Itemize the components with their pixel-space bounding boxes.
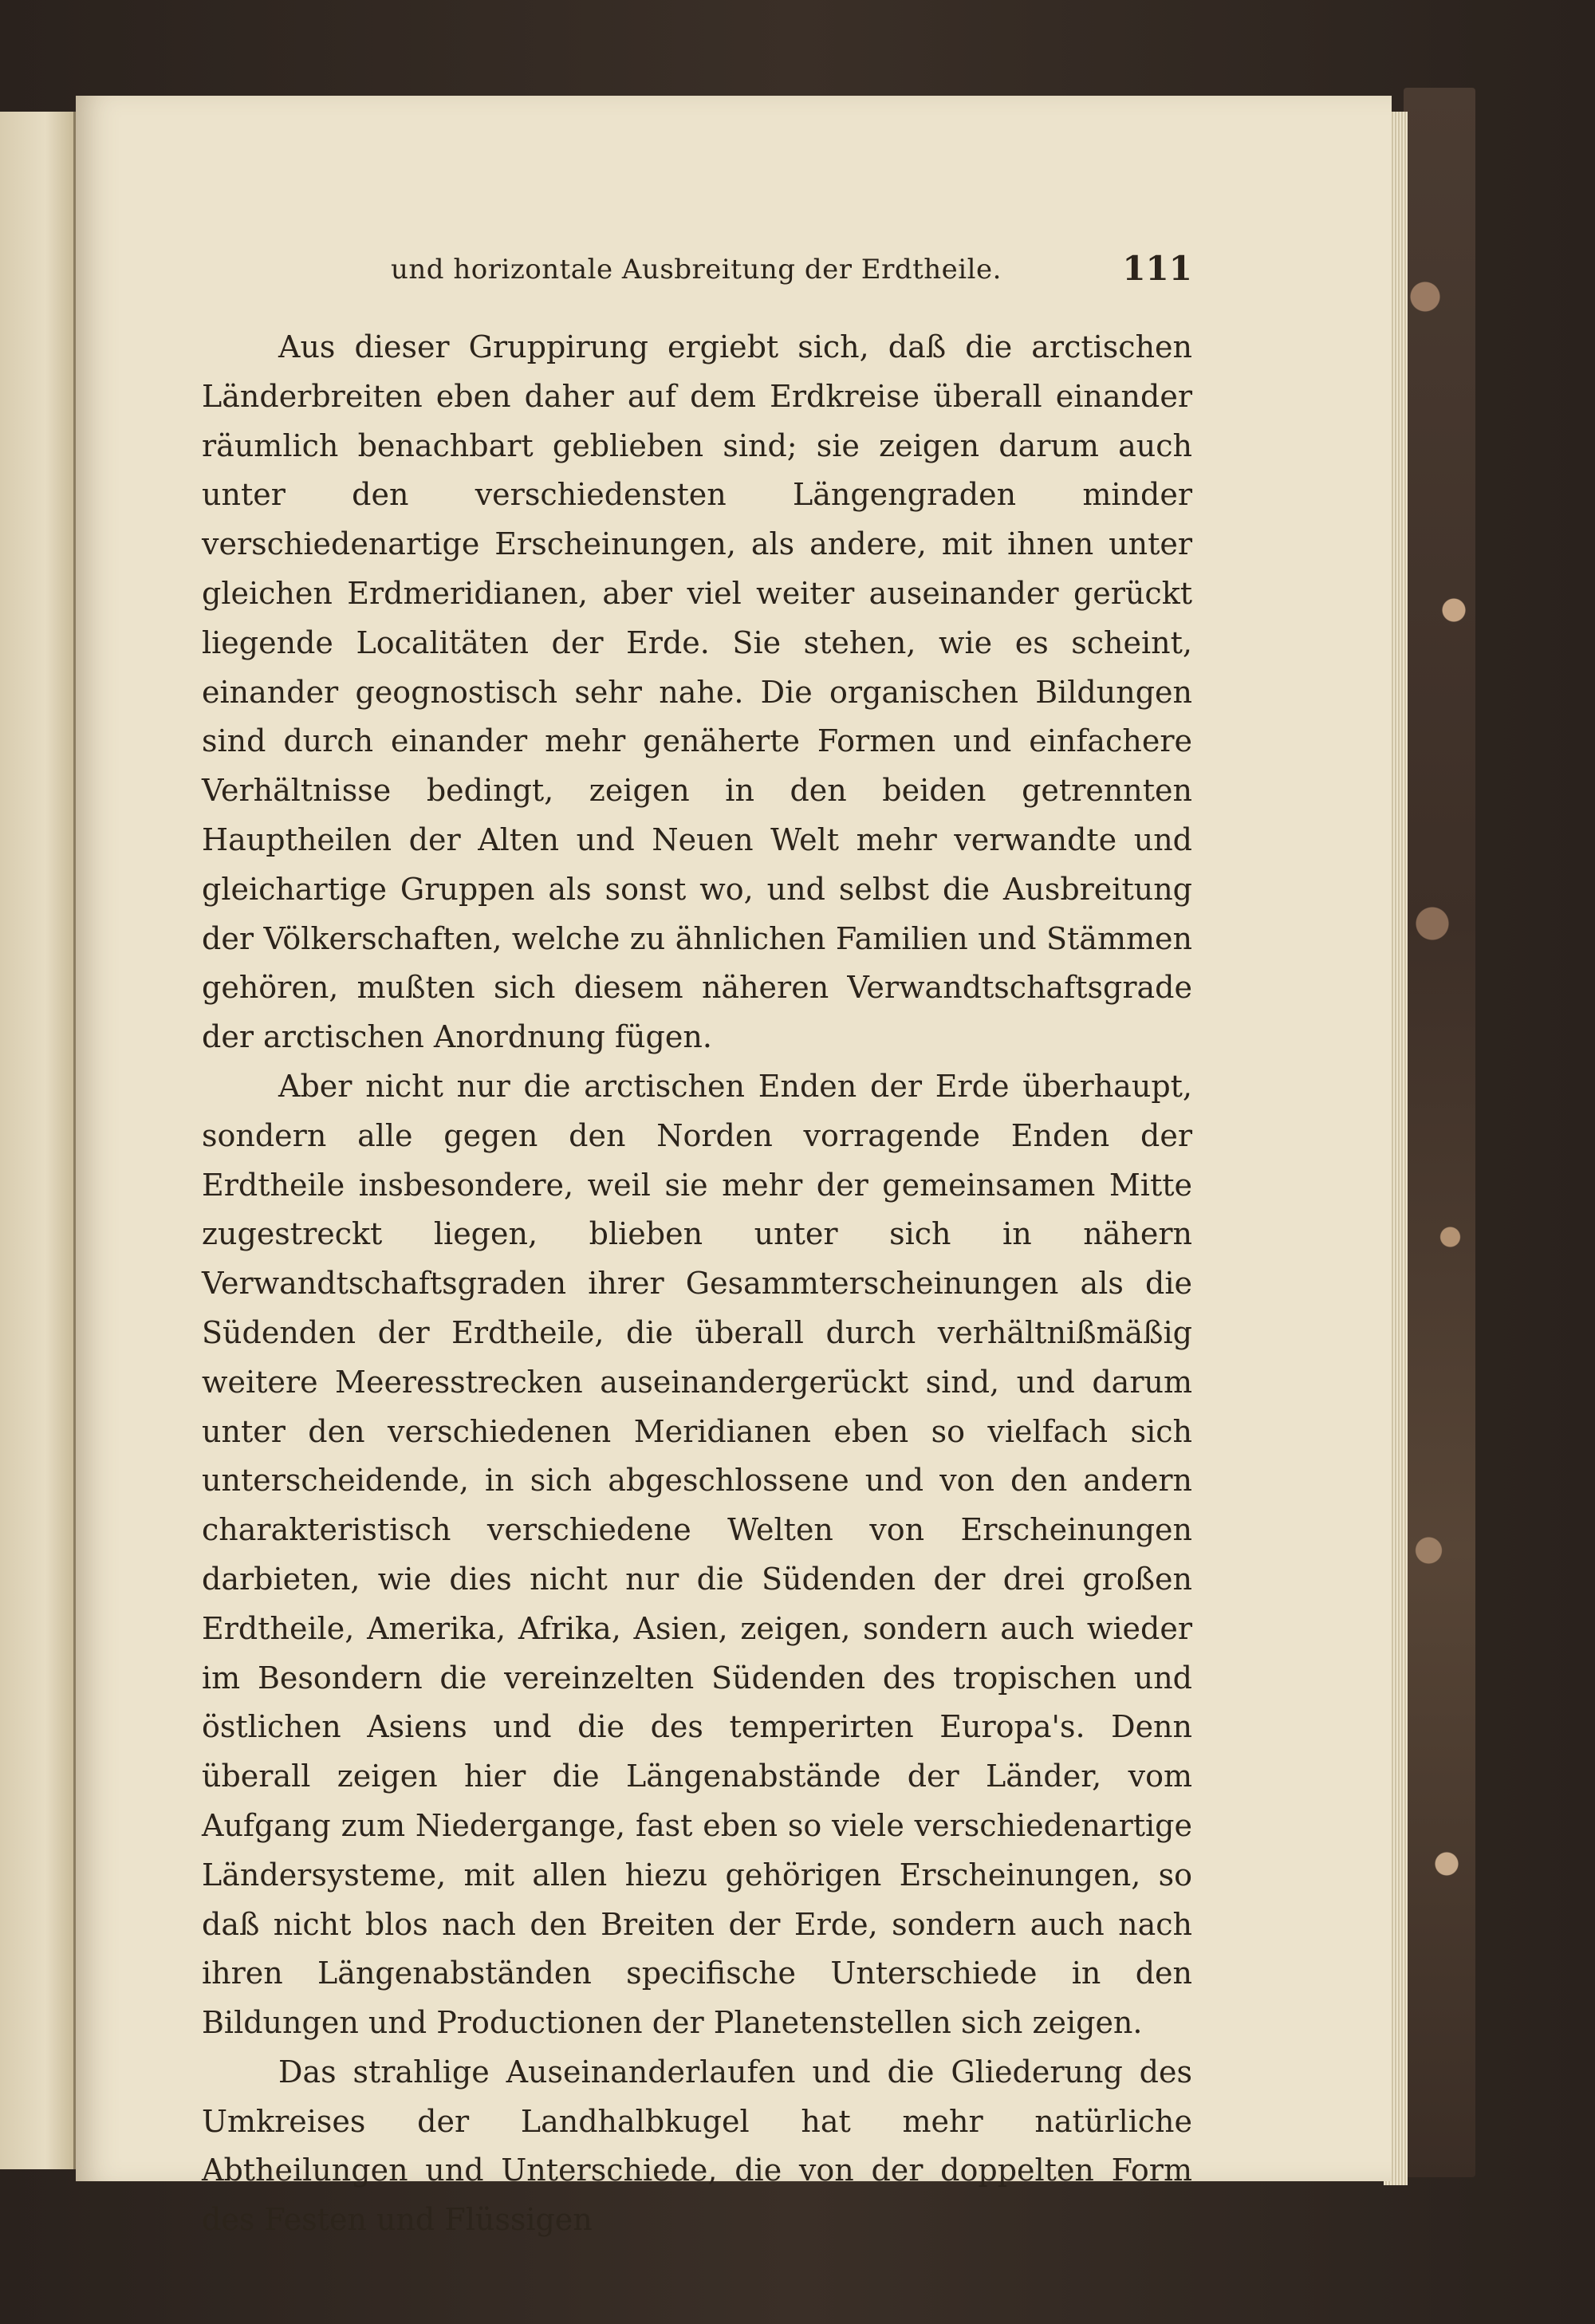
running-head: und horizontale Ausbreitung der Erdtheile. [391,254,1002,286]
paragraph-1: Aus dieser Gruppirung ergiebt sich, daß die arctischen Länderbreiten eben daher auf dem Erdkreise überall einander räumlich benachbart geblieben sind; sie zeigen darum auch unter den verschiedensten Längengraden minder verschiedenartige Erscheinungen, als andere, mit ihnen unter gleichen Erdmeridianen, aber viel weiter auseinander gerückt liegende Localitäten der Erde. Sie stehen, wie es scheint, einander geognostisch sehr nahe. Die organischen Bildungen sind durch einander mehr genäherte Formen und einfachere Verhältnisse bedingt, zeigen in den beiden getrennten Hauptheilen der Alten und Neuen Welt mehr verwandte und gleichartige Gruppen als sonst wo, und selbst die Ausbreitung der Völkerschaften, welche zu ähnlichen Familien und Stämmen gehören, mußten sich diesem näheren Verwandtschaftsgrade der arctischen Anordnung fügen. [202,329,1192,1055]
page-header [391,249,1192,301]
left-page-sliver [0,112,76,2169]
paragraph-2: Aber nicht nur die arctischen Enden der Erde überhaupt, sondern alle gegen den Norden vorragende Enden der Erdtheile insbesondere, weil sie mehr der gemeinsamen Mitte zugestreckt liegen, blieben unter sich in nähern Verwandtschaftsgraden ihrer Gesammterscheinungen als die Südenden der Erdtheile, die überall durch verhältnißmäßig weitere Meeresstrecken auseinandergerückt sind, und darum unter den verschiedenen Meridianen eben so vielfach sich unterscheidende, in sich abgeschlossene und von den andern charakteristisch verschiedene Welten von Erscheinungen darbieten, wie dies nicht nur die Südenden der drei großen Erdtheile, Amerika, Afrika, Asien, zeigen, sondern auch wieder im Besondern die vereinzelten Südenden des tropischen und östlichen Asiens und die des temperirten Europa's. Denn überall zeigen hier die Längenabstände der Länder, vom Aufgang zum Niedergange, fast eben so viele verschiedenartige Ländersysteme, mit allen hiezu gehörigen Erscheinungen, so daß nicht blos nach den Breiten der Erde, sondern auch nach ihren Längenabständen specifische Unterschiede in den Bildungen und Productionen der Planetenstellen sich zeigen. [202,1068,1192,2041]
marbled-cover-board [1404,88,1475,2177]
body-text [202,323,1192,2245]
paragraph-3: Das strahlige Auseinanderlaufen und die Gliederung des Umkreises der Landhalbkugel hat mehr natürliche Abtheilungen und Unterschiede, die von der doppelten Form des Festen und Flüssigen [202,2054,1192,2238]
page-number: 111 [1122,249,1192,288]
